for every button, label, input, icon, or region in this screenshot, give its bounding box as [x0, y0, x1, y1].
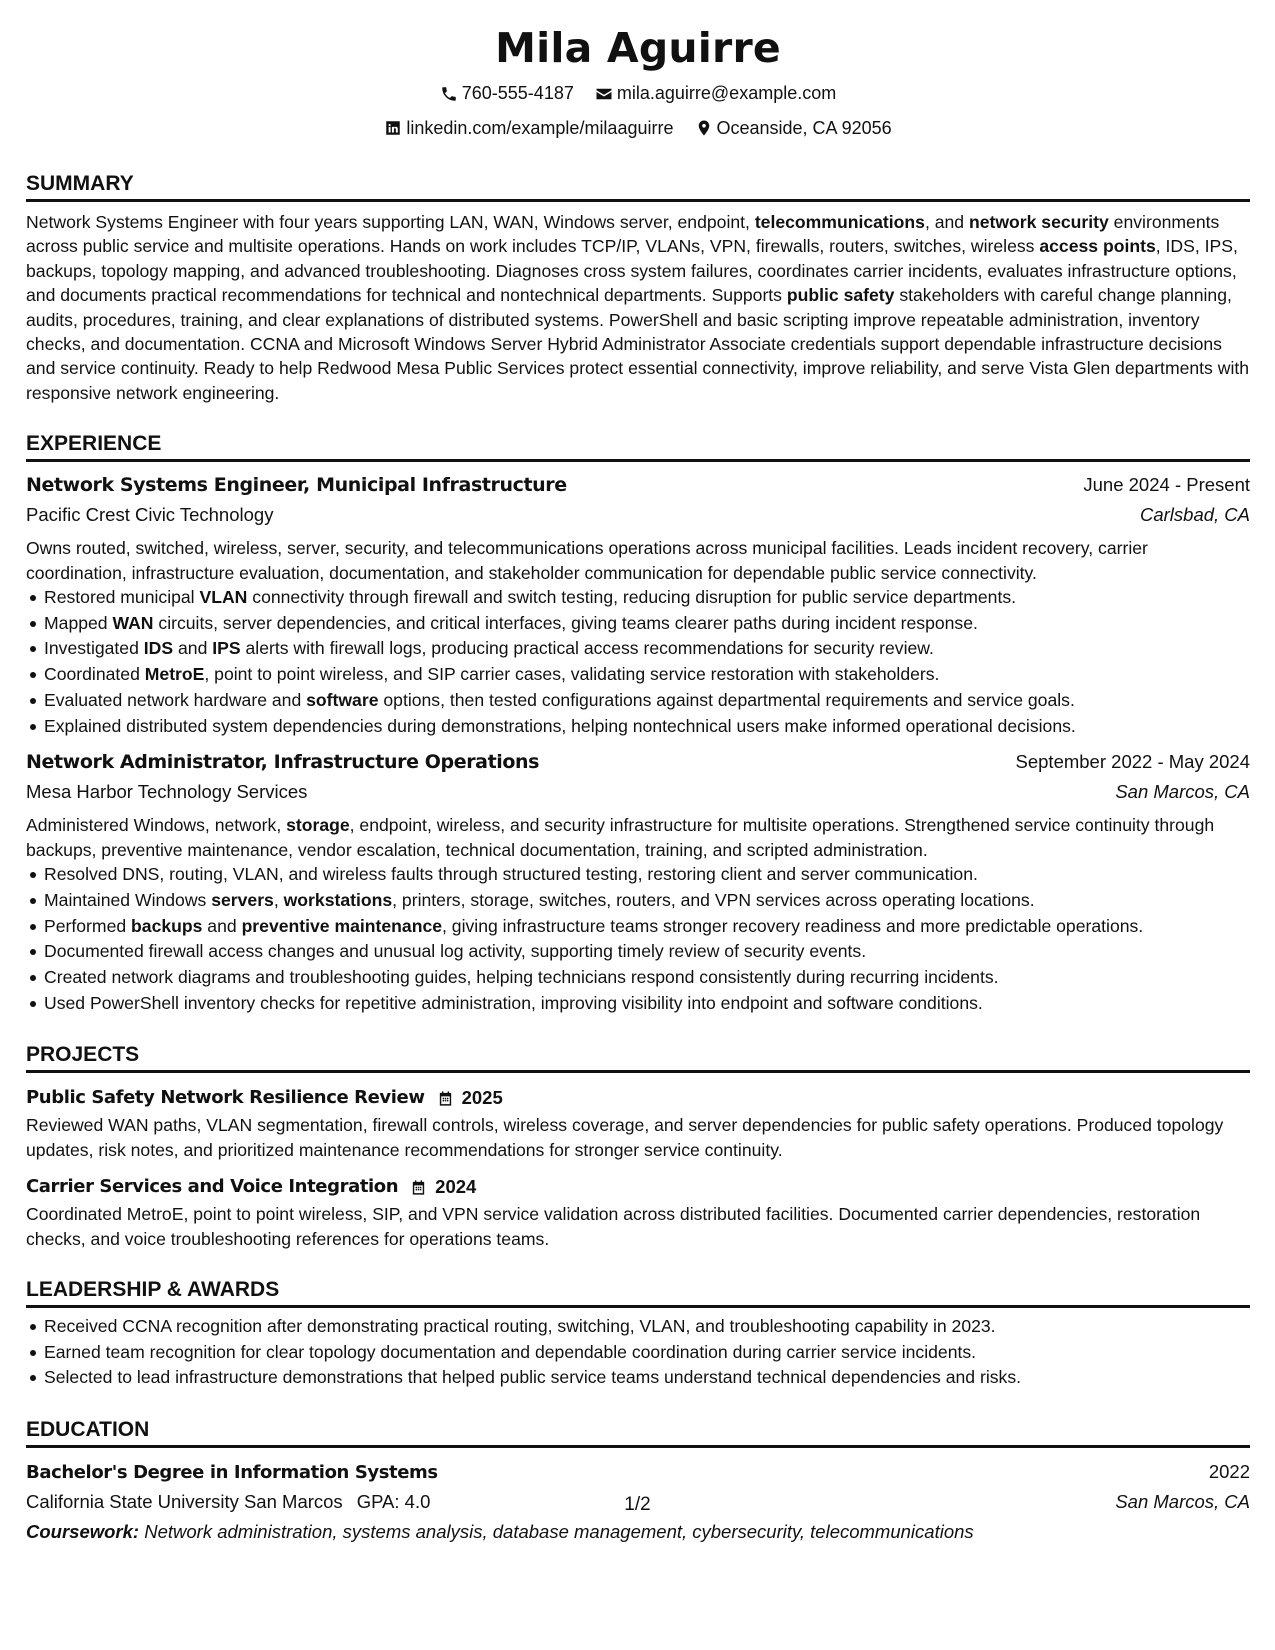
job-location: San Marcos, CA — [1115, 781, 1250, 803]
bullet-keyword: VLAN — [199, 587, 248, 608]
bullet-text: , giving infrastructure teams stronger recovery readiness and more predictable operations. — [442, 915, 1144, 936]
bullet-keyword: IPS — [212, 638, 241, 659]
projects-heading: PROJECTS — [26, 1042, 1250, 1073]
experience-entry-2 — [26, 747, 1250, 1016]
bullet-text: Performed — [44, 915, 132, 936]
list-item: Received CCNA recognition after demonstrating practical routing, switching, VLAN, and troubleshooting capability in 2023. — [44, 1314, 1250, 1340]
list-item — [44, 662, 1250, 688]
bullet-text: , point to point wireless, and SIP carrier cases, validating service restoration with stakeholders. — [204, 664, 940, 685]
project-year: 2024 — [435, 1176, 477, 1198]
list-item — [44, 862, 1250, 888]
project-description: Reviewed WAN paths, VLAN segmentation, firewall controls, wireless coverage, and server dependencies for public safety operations. Produced topology updates, risk notes, and prioritized maintenance recommendations for stronger service continuity. — [26, 1115, 1224, 1160]
job-dates: September 2022 - May 2024 — [1015, 751, 1250, 773]
leadership-heading: LEADERSHIP & AWARDS — [26, 1277, 1250, 1308]
job-title: Network Systems Engineer, Municipal Infrastructure — [26, 474, 567, 497]
bullet-text: Evaluated network hardware and — [44, 689, 307, 710]
list-item — [44, 585, 1250, 611]
resume-page — [26, 18, 1250, 1547]
candidate-name: Mila Aguirre — [495, 24, 781, 72]
description-keyword: storage — [286, 815, 350, 836]
education-header — [26, 1458, 1250, 1487]
job-bullets — [26, 862, 1250, 1016]
role-header — [26, 470, 1250, 500]
project-year: 2025 — [461, 1087, 503, 1109]
summary-text-part: environments across public service and multisite operations. Hands on work includes TCP/IP, VLANs, VPN, firewalls, routers, switches, wireless — [26, 212, 1220, 257]
summary-keyword: network security — [968, 212, 1109, 232]
role-header — [26, 747, 1250, 777]
envelope-icon — [595, 85, 613, 103]
bullet-keyword: MetroE — [144, 664, 205, 685]
bullet-text: Restored municipal — [44, 587, 200, 608]
summary-text-part: , IDS, IPS, backups, topology mapping, and advanced troubleshooting. Diagnoses cross system failures, coordinates carrier incidents, evaluates infrastructure options, and documents practical recommendations for technical and nontechnical departments. Supports — [26, 236, 1238, 306]
list-item — [44, 611, 1250, 637]
bullet-keyword: IDS — [143, 638, 174, 659]
project-header — [26, 1083, 1250, 1113]
list-item — [44, 888, 1250, 914]
summary-text — [26, 210, 1250, 405]
job-description: Owns routed, switched, wireless, server, security, and telecommunications operations across municipal facilities. Leads incident recovery, carrier coordination, infrastructure evaluation, documentation, and stakeholder communication for dependable public service connectivity. — [26, 538, 1148, 583]
coursework-list: Network administration, systems analysis, database management, cybersecurity, telecommunications — [139, 1521, 974, 1543]
phone-number: 760-555-4187 — [461, 83, 574, 103]
calendar-icon — [437, 1090, 454, 1107]
bullet-text: alerts with firewall logs, producing practical access recommendations for security review. — [240, 638, 934, 659]
list-item — [44, 991, 1250, 1017]
education-heading: EDUCATION — [26, 1417, 1250, 1448]
page-number: 1/2 — [624, 1494, 651, 1515]
bullet-text: Coordinated — [44, 664, 145, 685]
project-title: Carrier Services and Voice Integration — [26, 1176, 399, 1198]
graduation-year: 2022 — [1208, 1461, 1250, 1483]
summary-text-part: stakeholders with careful change planning, audits, procedures, training, and clear explanations of distributed systems. PowerShell and basic scripting improve repeatable administration, inventory checks, and documentation. CCNA and Microsoft Windows Server Hybrid Administrator Associate credentials support dependable infrastructure decisions and service continuity. Ready to help Redwood Mesa Public Services protect essential connectivity, improve reliability, and serve Vista Glen departments with responsive network engineering. — [26, 285, 1250, 403]
location-contact — [695, 113, 892, 144]
summary-heading: SUMMARY — [26, 171, 1250, 202]
bullet-keyword: WAN — [112, 612, 154, 633]
project-entry-2 — [26, 1172, 1250, 1251]
bullet-text: circuits, server dependencies, and critical interfaces, giving teams clearer paths during incident response. — [153, 612, 978, 633]
school-location: San Marcos, CA — [1115, 1491, 1250, 1513]
linkedin-icon — [384, 119, 402, 137]
coursework — [26, 1517, 1250, 1547]
phone-icon — [440, 85, 458, 103]
map-pin-icon — [695, 119, 713, 137]
summary-keyword: access points — [1039, 236, 1156, 257]
bullet-keyword: software — [306, 689, 379, 710]
role-subheader — [26, 777, 1250, 807]
summary-text-part: Network Systems Engineer with four years supporting LAN, WAN, Windows server, endpoint, — [26, 212, 755, 232]
list-item: Selected to lead infrastructure demonstrations that helped public service teams understand technical dependencies and risks. — [44, 1365, 1250, 1391]
phone-contact — [440, 78, 574, 109]
list-item: Earned team recognition for clear topology documentation and dependable coordination during carrier service incidents. — [44, 1340, 1250, 1366]
location-text: Oceanside, CA 92056 — [716, 117, 892, 138]
bullet-text: options, then tested configurations against departmental requirements and service goals. — [378, 689, 1075, 710]
gpa: GPA: 4.0 — [356, 1491, 431, 1513]
description-text: , endpoint, wireless, and security infrastructure for multisite operations. Strengthened service continuity through backups, preventive maintenance, vendor escalation, technical documentation, training, and scripted administration. — [26, 815, 1215, 860]
list-item — [44, 939, 1250, 965]
bullet-text: and — [202, 915, 242, 936]
degree-title: Bachelor's Degree in Information Systems — [26, 1462, 438, 1484]
project-header — [26, 1172, 1250, 1202]
bullet-keyword: workstations — [283, 889, 393, 910]
job-dates: June 2024 - Present — [1083, 474, 1250, 496]
bullet-text: , — [273, 889, 284, 910]
project-description: Coordinated MetroE, point to point wireless, SIP, and VPN service validation across distributed facilities. Documented carrier dependencies, restoration checks, and voice troubleshooting references for operations teams. — [26, 1204, 1201, 1249]
description-text: Administered Windows, network, — [26, 815, 287, 836]
project-date — [410, 1172, 476, 1202]
bullet-text: Resolved DNS, routing, VLAN, and wireless faults through structured testing, restoring client and server communication. — [44, 864, 978, 885]
linkedin-url[interactable]: linkedin.com/example/milaaguirre — [406, 117, 674, 138]
bullet-text: Documented firewall access changes and unusual log activity, supporting timely review of security events. — [44, 941, 867, 962]
bullet-keyword: backups — [131, 915, 203, 936]
school-name: California State University San Marcos — [26, 1491, 343, 1513]
bullet-text: connectivity through firewall and switch testing, reducing disruption for public service departments. — [247, 587, 1017, 608]
job-bullets — [26, 585, 1250, 739]
list-item — [44, 914, 1250, 940]
email-contact[interactable] — [595, 78, 836, 109]
summary-text-part: , and — [924, 212, 969, 232]
project-date — [437, 1083, 503, 1113]
bullet-text: Investigated — [44, 638, 144, 659]
company-name: Mesa Harbor Technology Services — [26, 781, 308, 803]
project-title: Public Safety Network Resilience Review — [26, 1087, 425, 1109]
bullet-keyword: servers — [211, 889, 274, 910]
bullet-text: Mapped — [44, 612, 113, 633]
bullet-text: Explained distributed system dependencies during demonstrations, helping nontechnical users make informed operational decisions. — [44, 715, 1076, 736]
job-location: Carlsbad, CA — [1139, 504, 1250, 526]
summary-keyword: telecommunications — [754, 212, 925, 232]
coursework-label: Coursework: — [26, 1521, 140, 1543]
leadership-list — [26, 1314, 1250, 1391]
job-title: Network Administrator, Infrastructure Operations — [26, 751, 540, 774]
list-item — [44, 636, 1250, 662]
linkedin-contact[interactable] — [384, 113, 673, 144]
bullet-keyword: preventive maintenance — [241, 915, 443, 936]
bullet-text: Created network diagrams and troubleshooting guides, helping technicians respond consistently during recurring incidents. — [44, 966, 999, 987]
bullet-text: , printers, storage, switches, routers, and VPN services across operating locations. — [392, 889, 1035, 910]
bullet-text: Used PowerShell inventory checks for repetitive administration, improving visibility into endpoint and software conditions. — [44, 992, 983, 1013]
experience-heading: EXPERIENCE — [26, 431, 1250, 462]
contact-row-1 — [26, 78, 1250, 113]
experience-entry-1 — [26, 470, 1250, 739]
list-item — [44, 688, 1250, 714]
calendar-icon — [410, 1179, 427, 1196]
summary-keyword: public safety — [786, 285, 895, 306]
email-address[interactable]: mila.aguirre@example.com — [616, 83, 837, 103]
list-item — [44, 714, 1250, 740]
bullet-text: Maintained Windows — [44, 889, 212, 910]
contact-row-2 — [26, 113, 1250, 148]
job-description — [26, 813, 1250, 862]
role-subheader — [26, 500, 1250, 530]
project-entry-1 — [26, 1083, 1250, 1162]
company-name: Pacific Crest Civic Technology — [26, 504, 274, 526]
bullet-text: and — [173, 638, 213, 659]
list-item — [44, 965, 1250, 991]
